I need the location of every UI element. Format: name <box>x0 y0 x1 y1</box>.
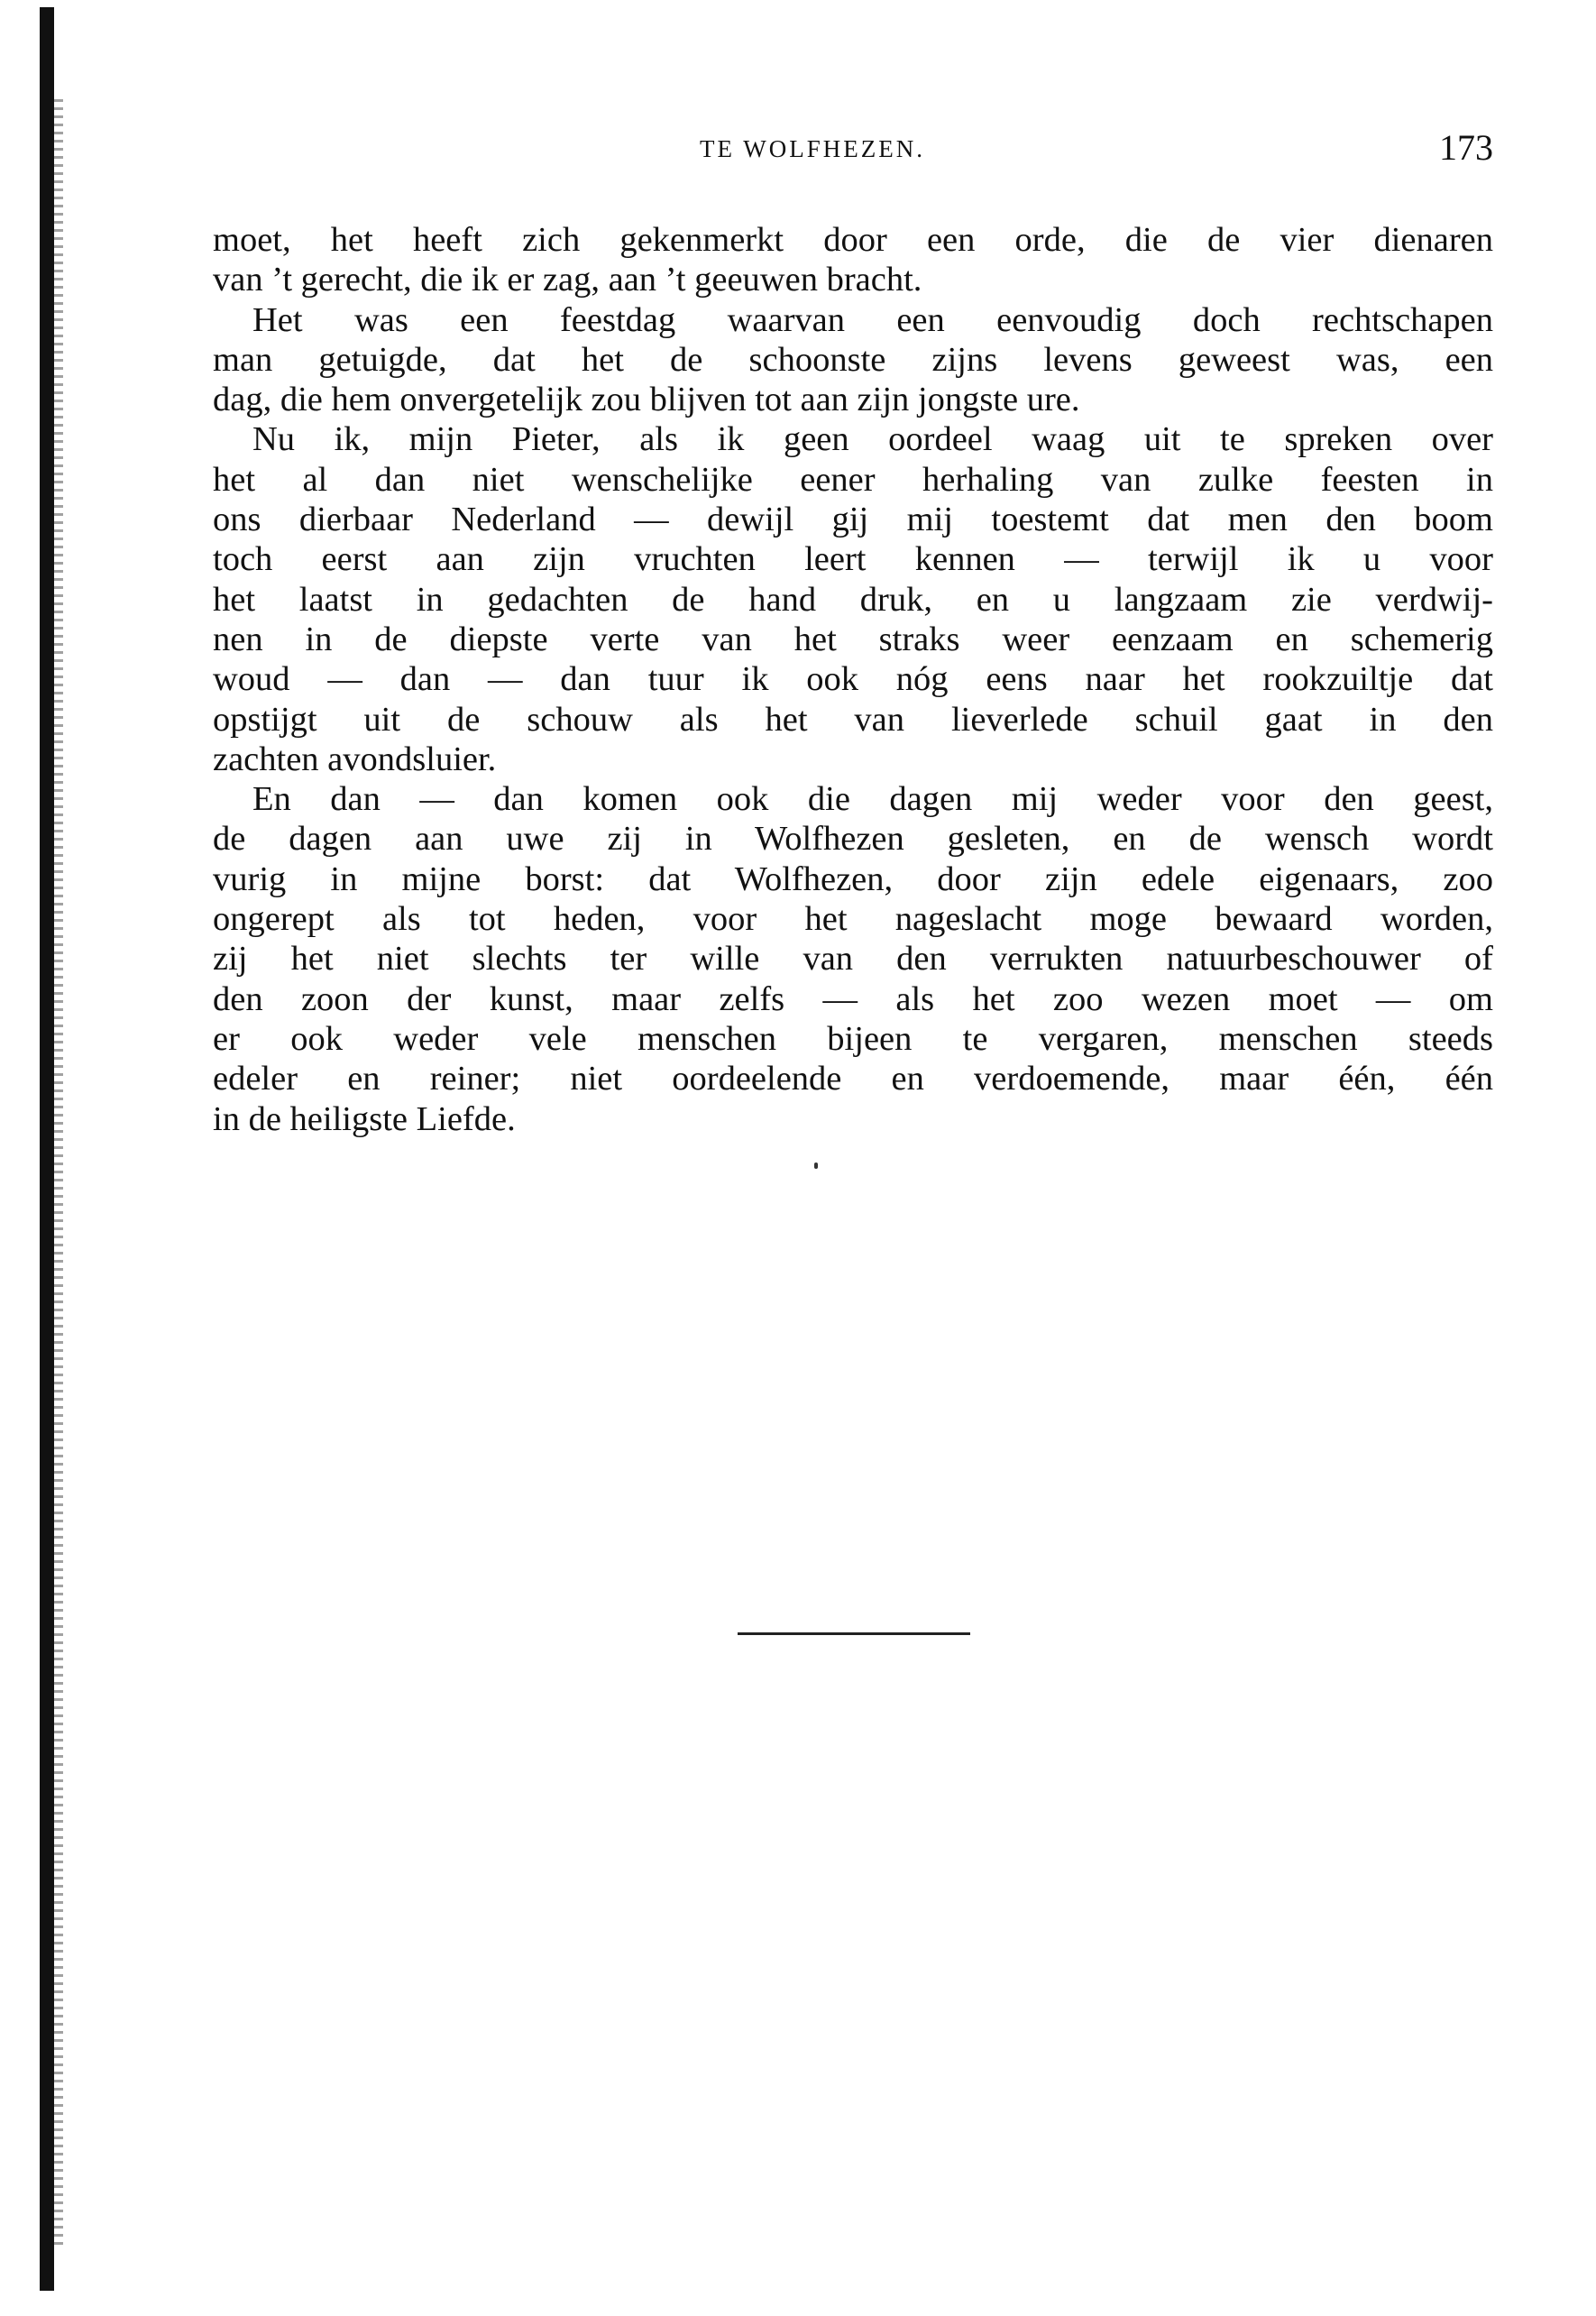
body-text <box>213 220 1493 1139</box>
page-number: 173 <box>1439 127 1493 168</box>
paragraph-start-line: En dan — dan komen ook die dagen mij weder voor den geest, <box>252 780 1493 819</box>
text-line: opstijgt uit de schouw als het van lieverlede schuil gaat in den <box>213 700 1493 739</box>
paragraph-start-line: Nu ik, mijn Pieter, als ik geen oordeel waag uit te spreken over <box>252 420 1493 459</box>
text-line: zij het niet slechts ter wille van den verrukten natuurbeschouwer of <box>213 940 1493 979</box>
text-line: nen in de diepste verte van het straks weer eenzaam en schemerig <box>213 620 1493 658</box>
chapter-end-rule <box>738 1632 970 1635</box>
text-line: er ook weder vele menschen bijeen te vergaren, menschen steeds <box>213 1019 1493 1058</box>
text-line: het laatst in gedachten de hand druk, en u langzaam zie verdwij- <box>213 580 1493 619</box>
text-line: vurig in mijne borst: dat Wolfhezen, door zijn edele eigenaars, zoo <box>213 859 1493 898</box>
text-line: van ’t gerecht, die ik er zag, aan ’t geeuwen bracht. <box>213 261 922 299</box>
text-line: edeler en reiner; niet oordeelende en verdoemende, maar één, één <box>213 1060 1493 1098</box>
text-line: ons dierbaar Nederland — dewijl gij mij toestemt dat men den boom <box>213 501 1493 539</box>
text-line: ongerept als tot heden, voor het nageslacht moge bewaard worden, <box>213 900 1493 939</box>
text-line: dag, die hem onvergetelijk zou blijven tot aan zijn jongste ure. <box>213 381 1080 419</box>
text-line: de dagen aan uwe zij in Wolfhezen gesleten, en de wensch wordt <box>213 820 1493 859</box>
text-line: toch eerst aan zijn vruchten leert kennen — terwijl ik u voor <box>213 540 1493 579</box>
text-line: het al dan niet wenschelijke eener herhaling van zulke feesten in <box>213 460 1493 499</box>
running-header <box>213 126 1493 171</box>
text-line: moet, het heeft zich gekenmerkt door een orde, die de vier dienaren <box>213 221 1493 259</box>
text-line: zachten avondsluier. <box>213 740 497 778</box>
text-line: woud — dan — dan tuur ik ook nóg eens naar het rookzuiltje dat <box>213 660 1493 699</box>
text-line: man getuigde, dat het de schoonste zijns levens geweest was, een <box>213 340 1493 379</box>
text-line: den zoon der kunst, maar zelfs — als het zoo wezen moet — om <box>213 979 1493 1018</box>
scan-edge-fringe <box>54 99 63 2246</box>
running-title: TE WOLFHEZEN. <box>700 135 925 162</box>
text-line: in de heiligste Liefde. <box>213 1099 516 1138</box>
ink-speck <box>814 1163 818 1169</box>
paragraph-start-line: Het was een feestdag waarvan een eenvoudig doch rechtschapen <box>252 300 1493 339</box>
scan-binding-edge <box>40 7 54 2291</box>
